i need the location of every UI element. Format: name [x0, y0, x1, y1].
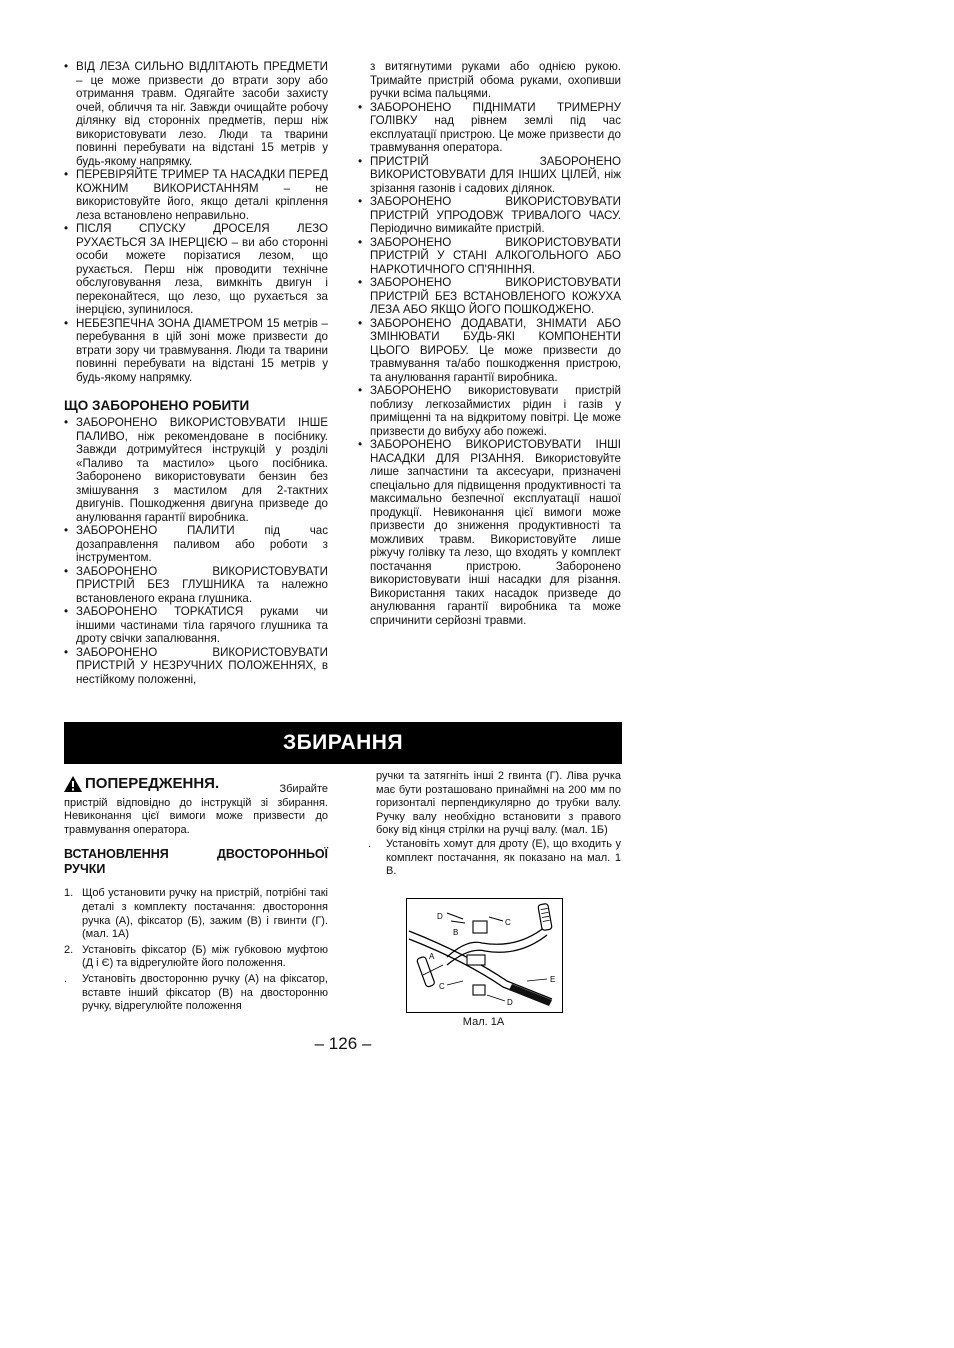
- warning-text: Збирайте пристрій відповідно до інструкцій зі збирання. Невиконання цієї вимоги може призвести до травмування оператора.: [64, 783, 328, 836]
- list-item: • ЗАБОРОНЕНО ДОДАВАТИ, ЗНІМАТИ АБО ЗМІНЮВАТИ БУДЬ-ЯКІ КОМПОНЕНТИ ЦЬОГО ВИРОБУ. Це може призвести до травмування та/або пошкодження пристрою, та анулювання гарантії виробника.: [358, 317, 621, 385]
- list-item: • ПЕРЕВІРЯЙТЕ ТРИМЕР ТА НАСАДКИ ПЕРЕД КОЖНИМ ВИКОРИСТАННЯМ – не використовуйте його, якщо деталі кріплення леза встановлено неправильно.: [64, 168, 328, 222]
- figure-label: D: [507, 998, 513, 1007]
- list-item: • ПРИСТРІЙ ЗАБОРОНЕНО ВИКОРИСТОВУВАТИ ДЛЯ ІНШИХ ЦІЛЕЙ, ніж зрізання газонів і садових ділянок.: [358, 155, 621, 196]
- list-item: • ЗАБОРОНЕНО використовувати пристрій поблизу легкозаймистих рідин і газів у приміщенні та на відкритому повітрі. Це може призвести до вибуху або пожежі.: [358, 384, 621, 438]
- column-left-bottom: [64, 776, 328, 1016]
- list-item: [64, 887, 328, 941]
- step-number: .: [368, 837, 372, 850]
- list-item: • ЗАБОРОНЕНО ВИКОРИСТОВУВАТИ ПРИСТРІЙ БЕЗ ВСТАНОВЛЕНОГО КОЖУХА ЛЕЗА АБО ЯКЩО ЙОГО ПОШКОДЖЕНО.: [358, 276, 621, 317]
- list-item: • ВІД ЛЕЗА СИЛЬНО ВІДЛІТАЮТЬ ПРЕДМЕТИ – це може призвести до втрати зору або отримання травм. Одягайте засоби захисту очей, обличчя та ніг. Завжди очищайте робочу ділянку від сторонніх предметів, перш ніж використовувати лезо. Люди та тварини повинні перебувати на відстані 15 метрів у будь-якому напрямку.: [64, 60, 328, 168]
- forbidden-bullet-list-continued: [358, 101, 621, 628]
- step-text: Установіть фіксатор (Б) між губковою муфтою (Д і Є) та відрегулюйте його положення.: [82, 943, 328, 970]
- list-item: • ЗАБОРОНЕНО ПІДНІМАТИ ТРИМЕРНУ ГОЛІВКУ над рівнем землі під час експлуатації пристрою. Це може призвести до травмування оператора.: [358, 101, 621, 155]
- assembly-steps-continued: [368, 838, 621, 879]
- handle-diagram: [407, 899, 562, 1012]
- warning-title: ПОПЕРЕДЖЕННЯ.: [85, 775, 220, 793]
- forbidden-bullet-list: [64, 416, 328, 686]
- subsection-heading-handle: ВСТАНОВЛЕННЯ ДВОСТОРОННЬОЇ РУЧКИ: [64, 847, 328, 877]
- step-number: 1.: [64, 887, 74, 900]
- list-item: • ЗАБОРОНЕНО ВИКОРИСТОВУВАТИ ІНШІ НАСАДКИ ДЛЯ РІЗАННЯ. Використовуйте лише запчастини та аксесуари, призначені спеціально для підвищення продуктивності та максимально безпечної експлуатації нашої продукції. Невиконання цієї вимоги може призвести до зниження продуктивності та можливих травм. Використовуйте лише ріжучу голівку та лезо, що входять у комплект постачання пристрою. Заборонено використовувати інші насадки для різання. Використання таких насадок призведе до анулювання гарантії виробника та може спричинити серйозні травми.: [358, 438, 621, 627]
- continuation-text: з витягнутими руками або однією рукою. Тримайте пристрій обома руками, охопивши ручки всіма пальцями.: [370, 60, 621, 100]
- handle-assembly-figure: [406, 898, 563, 1013]
- step-number: 2.: [64, 943, 74, 956]
- warning-triangle-icon: [64, 776, 82, 792]
- section-heading-forbidden: ЩО ЗАБОРОНЕНО РОБИТИ: [64, 398, 250, 413]
- step-number: .: [64, 972, 68, 985]
- figure-label: C: [439, 982, 445, 991]
- page-number: – 126 –: [314, 1034, 372, 1053]
- figure-label: D: [437, 912, 443, 921]
- figure-label: B: [453, 928, 459, 937]
- list-item: • НЕБЕЗПЕЧНА ЗОНА ДІАМЕТРОМ 15 метрів – перебування в цій зоні може призвести до втрати зору чи травмування. Люди та тварини повинні перебувати на відстані 15 метрів у будь-якому напрямку.: [64, 317, 328, 385]
- list-item: • ПІСЛЯ СПУСКУ ДРОСЕЛЯ ЛЕЗО РУХАЄТЬСЯ ЗА ІНЕРЦІЄЮ – ви або сторонні особи можете порізатися лезом, що рухається. Перш ніж проводити технічне обслуговування леза, вимкніть двигун і переконайтеся, що лезо, що рухається за інерцією, зупинилося.: [64, 222, 328, 317]
- section-banner-assembly: ЗБИРАННЯ: [64, 722, 622, 764]
- column-right-top: [358, 60, 621, 627]
- warning-block: [64, 776, 328, 837]
- list-item: • ЗАБОРОНЕНО ВИКОРИСТОВУВАТИ ПРИСТРІЙ УПРОДОВЖ ТРИВАЛОГО ЧАСУ. Періодично вимикайте пристрій.: [358, 195, 621, 236]
- list-item: [64, 973, 328, 1014]
- list-item: [64, 944, 328, 971]
- column-right-bottom: [368, 770, 621, 881]
- figure-label: A: [429, 952, 435, 961]
- list-item: • ЗАБОРОНЕНО ВИКОРИСТОВУВАТИ ПРИСТРІЙ БЕЗ ГЛУШНИКА та належно встановленого екрана глушника.: [64, 565, 328, 606]
- column-left-top: [64, 60, 328, 686]
- list-item: • ЗАБОРОНЕНО ТОРКАТИСЯ руками чи іншими частинами тіла гарячого глушника та дроту свічки запалювання.: [64, 605, 328, 646]
- list-item: • ЗАБОРОНЕНО ВИКОРИСТОВУВАТИ ПРИСТРІЙ У НЕЗРУЧНИХ ПОЛОЖЕННЯХ, в нестійкому положенні,: [64, 646, 328, 687]
- figure-label: E: [550, 975, 556, 984]
- figure-caption: Мал. 1А: [462, 1016, 505, 1028]
- assembly-steps: [64, 887, 328, 1013]
- step-text: Установіть двосторонню ручку (А) на фіксатор, вставте інший фіксатор (В) на двосторонню ручку, відрегулюйте положення: [82, 972, 328, 1013]
- figure-label: C: [505, 918, 511, 927]
- step-text: Установіть хомут для дроту (Е), що входить у комплект постачання, як показано на мал. 1 В.: [386, 837, 621, 878]
- list-item: • ЗАБОРОНЕНО ВИКОРИСТОВУВАТИ ІНШЕ ПАЛИВО, ніж рекомендоване в посібнику. Завжди дотримуйтеся інструкцій у розділі «Паливо та мастило» цього посібника. Заборонено використовувати бензин без змішування з мастилом для 2-тактних двигунів. Пошкодження двигуна призведе до анулювання гарантії виробника.: [64, 416, 328, 524]
- list-item: • ЗАБОРОНЕНО ВИКОРИСТОВУВАТИ ПРИСТРІЙ У СТАНІ АЛКОГОЛЬНОГО АБО НАРКОТИЧНОГО СП'ЯНІННЯ.: [358, 236, 621, 277]
- warning-label: [64, 776, 219, 792]
- continuation-text: ручки та затягніть інші 2 гвинта (Г). Ліва ручка має бути розташовано принаймні на 200 мм по горизонталі перпендикулярно до трубки валу. Ручку валу необхідно встановити з правого боку від кінця стрілки на ручці валу. (мал. 1Б): [376, 770, 621, 837]
- step-text: Щоб установити ручку на пристрій, потрібні такі деталі з комплекту постачання: двостороння ручка (А), фіксатор (Б), зажим (В) і гвинти (Г). (мал. 1А): [82, 887, 328, 941]
- list-item: [368, 838, 621, 879]
- hazard-bullet-list: [64, 60, 328, 384]
- list-item: • ЗАБОРОНЕНО ПАЛИТИ під час дозаправлення паливом або роботи з інструментом.: [64, 524, 328, 565]
